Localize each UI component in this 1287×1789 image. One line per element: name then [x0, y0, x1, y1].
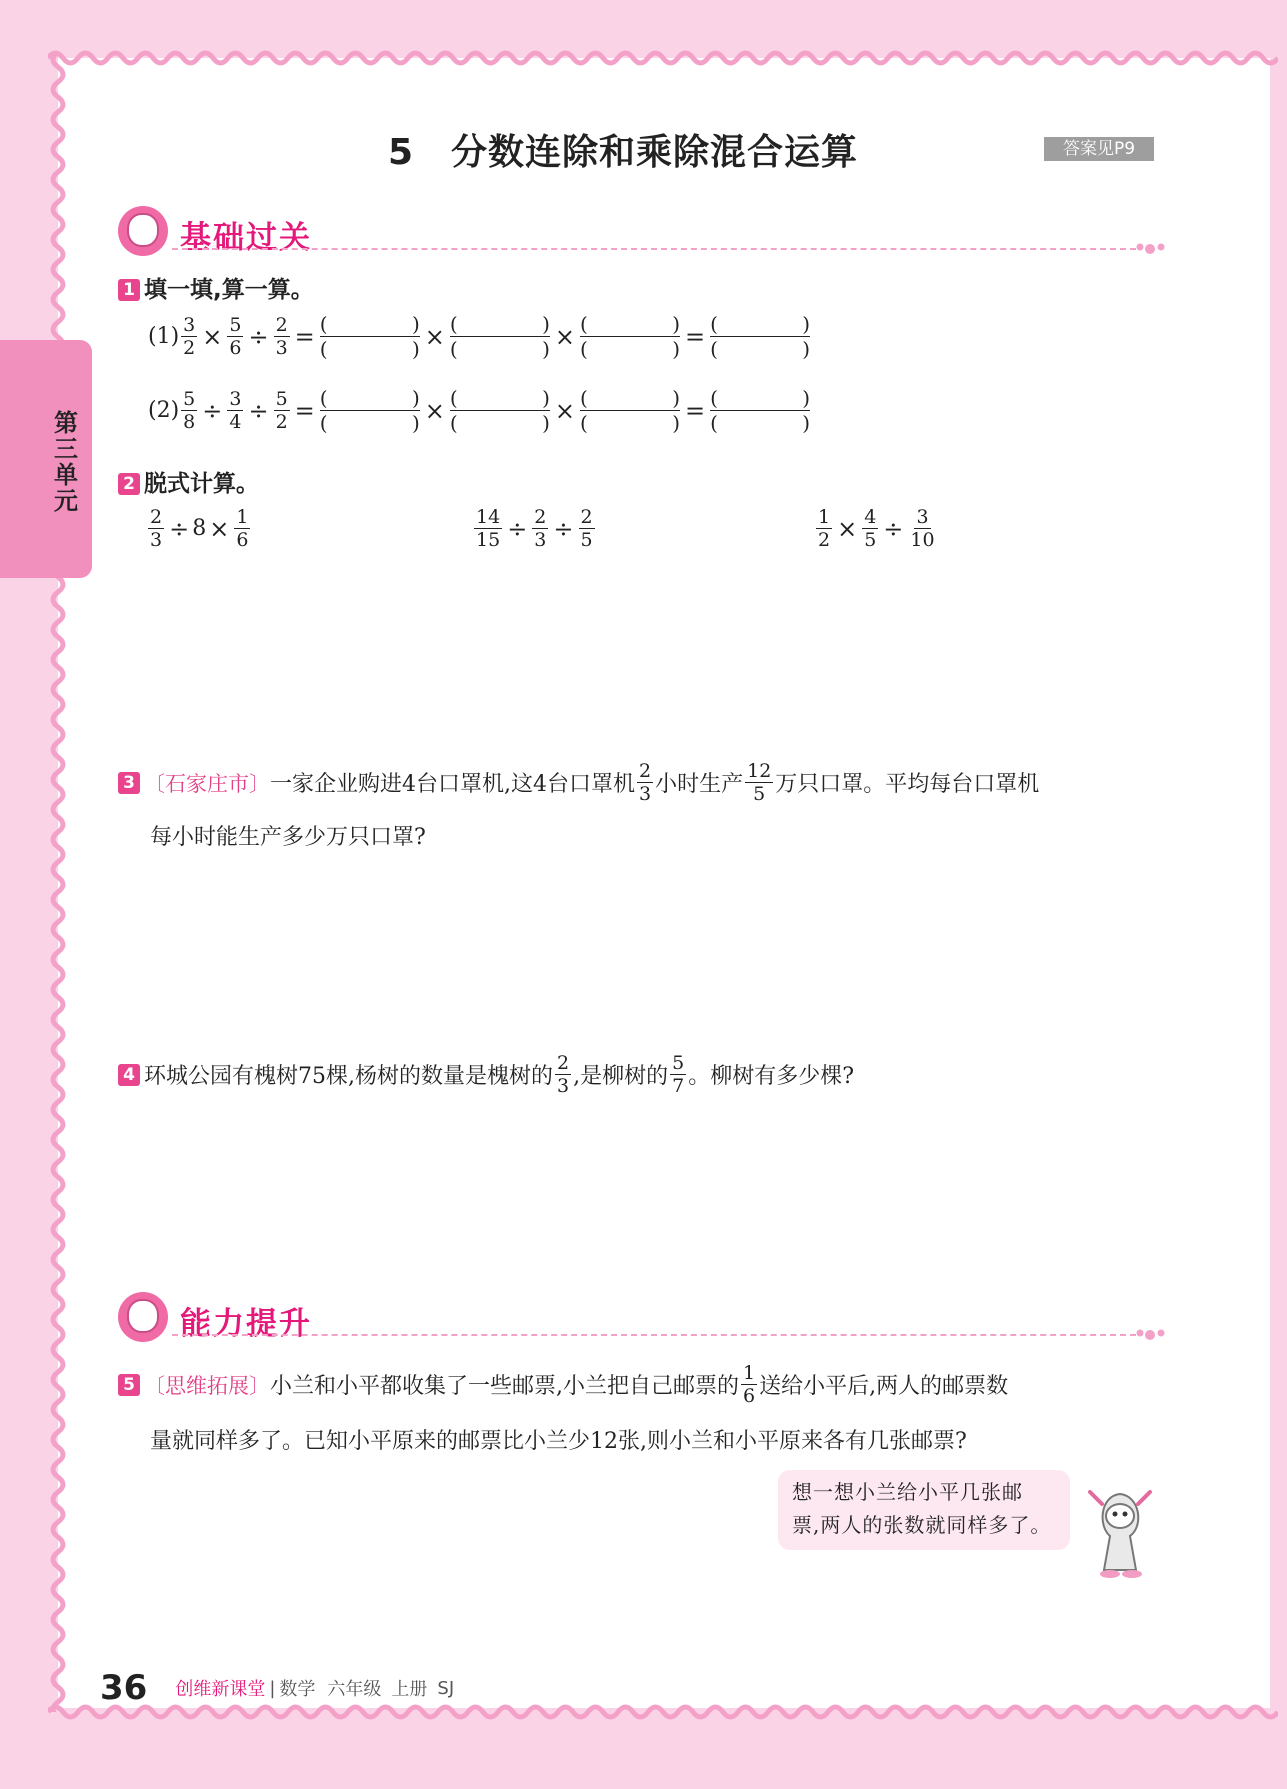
question-3-line-2: 每小时能生产多少万只口罩? — [150, 825, 426, 850]
unit-tab-label: 第三单元 — [54, 409, 78, 515]
question-text: 。柳树有多少棵? — [688, 1064, 854, 1089]
section-divider — [172, 248, 1136, 250]
question-5-line-2: 量就同样多了。已知小平原来的邮票比小兰少12张,则小兰和小平原来各有几张邮票? — [150, 1429, 967, 1454]
fraction: $\frac{5}{2}$ — [275, 388, 288, 433]
question-text: 环城公园有槐树75棵,杨树的数量是槐树的 — [144, 1064, 553, 1089]
operator: ÷ — [507, 514, 528, 543]
section-title-advanced: 能力提升 — [180, 1306, 312, 1342]
item-index: (1) — [148, 324, 180, 349]
question-3 — [118, 760, 1039, 805]
top-wavy-border — [48, 46, 1278, 70]
question-text: 一家企业购进4台口罩机,这4台口罩机 — [270, 772, 635, 797]
hint-bubble — [778, 1470, 1070, 1550]
question-number: 2 — [118, 473, 140, 495]
source-tag: 〔石家庄市〕 — [144, 771, 270, 796]
mascot-icon — [118, 1292, 168, 1342]
fraction: $\frac{2}{3}$ — [150, 506, 163, 551]
operator: × — [554, 322, 575, 351]
question-text: 小兰和小平都收集了一些邮票,小兰把自己邮票的 — [270, 1374, 739, 1399]
operator: = — [294, 322, 315, 351]
fraction: $\frac{1}{6}$ — [236, 506, 249, 551]
fraction: $\frac{2}{5}$ — [580, 506, 593, 551]
fraction: $\frac{1}{6}$ — [743, 1362, 756, 1407]
left-wavy-border — [46, 52, 70, 1712]
operator: × — [554, 396, 575, 425]
hint-line-1: 想一想小兰给小平几张邮 — [792, 1480, 1023, 1504]
footer-separator: | — [269, 1677, 276, 1699]
number: 8 — [192, 516, 207, 541]
fraction-blank[interactable]: ( ) ( ) — [319, 386, 420, 435]
q1-item-2 — [148, 386, 812, 435]
section-title-basic: 基础过关 — [180, 220, 312, 256]
question-number: 5 — [118, 1374, 140, 1396]
question-number: 3 — [118, 772, 140, 794]
question-text: 填一填,算一算。 — [144, 277, 314, 303]
dots-icon — [1134, 240, 1168, 256]
operator: ÷ — [169, 514, 190, 543]
fraction-blank[interactable]: ( ) ( ) — [449, 312, 550, 361]
operator: ÷ — [202, 396, 223, 425]
fraction: $\frac{2}{3}$ — [639, 760, 652, 805]
question-5 — [118, 1362, 1008, 1407]
fraction: $\frac{1}{2}$ — [818, 506, 831, 551]
page-footer — [100, 1668, 454, 1708]
q2-expression-1 — [146, 506, 252, 551]
section-divider — [172, 1334, 1136, 1336]
dots-icon — [1134, 1326, 1168, 1342]
operator: = — [685, 322, 706, 351]
operator: ÷ — [248, 322, 269, 351]
fraction: $\frac{2}{3}$ — [534, 506, 547, 551]
fraction: $\frac{12}{5}$ — [747, 760, 772, 805]
operator: ÷ — [553, 514, 574, 543]
fraction-blank[interactable]: ( ) ( ) — [449, 386, 550, 435]
question-text: 万只口罩。平均每台口罩机 — [775, 772, 1040, 797]
hint-line-2: 票,两人的张数就同样多了。 — [792, 1513, 1052, 1537]
fraction: $\frac{5}{7}$ — [672, 1052, 685, 1097]
page-paper — [58, 58, 1270, 1708]
question-text: 脱式计算。 — [144, 471, 259, 497]
question-4 — [118, 1052, 854, 1097]
footer-subject: 数学 — [279, 1679, 316, 1700]
fraction: $\frac{4}{5}$ — [864, 506, 877, 551]
fraction: $\frac{5}{8}$ — [183, 388, 196, 433]
fraction: $\frac{2}{3}$ — [275, 314, 288, 359]
fraction: $\frac{3}{4}$ — [229, 388, 242, 433]
question-1-prompt — [118, 276, 314, 304]
question-number: 4 — [118, 1064, 140, 1086]
question-text: ,是柳树的 — [573, 1064, 669, 1089]
answer-reference-badge: 答案见P9 — [1044, 137, 1154, 161]
fraction-blank[interactable]: ( ) ( ) — [580, 312, 680, 361]
q1-item-1 — [148, 312, 812, 361]
operator: × — [424, 322, 445, 351]
item-index: (2) — [148, 398, 180, 423]
source-tag: 〔思维拓展〕 — [144, 1373, 270, 1398]
operator: ÷ — [248, 396, 269, 425]
question-2-prompt — [118, 470, 259, 498]
operator: = — [685, 396, 706, 425]
fraction: $\frac{14}{15}$ — [476, 506, 501, 551]
page-title: 5 分数连除和乘除混合运算 — [388, 132, 859, 173]
q2-expression-2 — [472, 506, 597, 551]
fraction-blank[interactable]: ( ) ( ) — [319, 312, 420, 361]
operator: × — [202, 322, 223, 351]
footer-grade: 六年级 — [327, 1679, 382, 1700]
fraction: $\frac{3}{2}$ — [183, 314, 196, 359]
operator: × — [424, 396, 445, 425]
fraction-blank[interactable]: ( ) ( ) — [710, 312, 811, 361]
q2-expression-3 — [814, 506, 939, 551]
brand-name: 创维新课堂 — [175, 1679, 266, 1700]
operator: ÷ — [883, 514, 904, 543]
operator: = — [294, 396, 315, 425]
question-text: 小时生产 — [655, 772, 744, 797]
section-header-basic — [118, 206, 1158, 254]
question-number: 1 — [118, 279, 140, 301]
footer-volume: 上册 — [391, 1679, 428, 1700]
page-number: 36 — [100, 1668, 148, 1708]
operator: × — [837, 514, 858, 543]
mascot-icon — [118, 206, 168, 256]
fraction: $\frac{3}{10}$ — [910, 506, 935, 551]
question-text: 送给小平后,两人的邮票数 — [759, 1374, 1009, 1399]
fraction: $\frac{5}{6}$ — [229, 314, 242, 359]
unit-side-tab — [0, 340, 92, 578]
operator: × — [209, 514, 230, 543]
fraction-blank[interactable]: ( ) ( ) — [580, 386, 680, 435]
section-header-advanced — [118, 1292, 1158, 1340]
fraction-blank[interactable]: ( ) ( ) — [710, 386, 811, 435]
footer-edition: SJ — [437, 1677, 455, 1699]
mascot-character-icon — [1080, 1486, 1160, 1586]
fraction: $\frac{2}{3}$ — [557, 1052, 570, 1097]
